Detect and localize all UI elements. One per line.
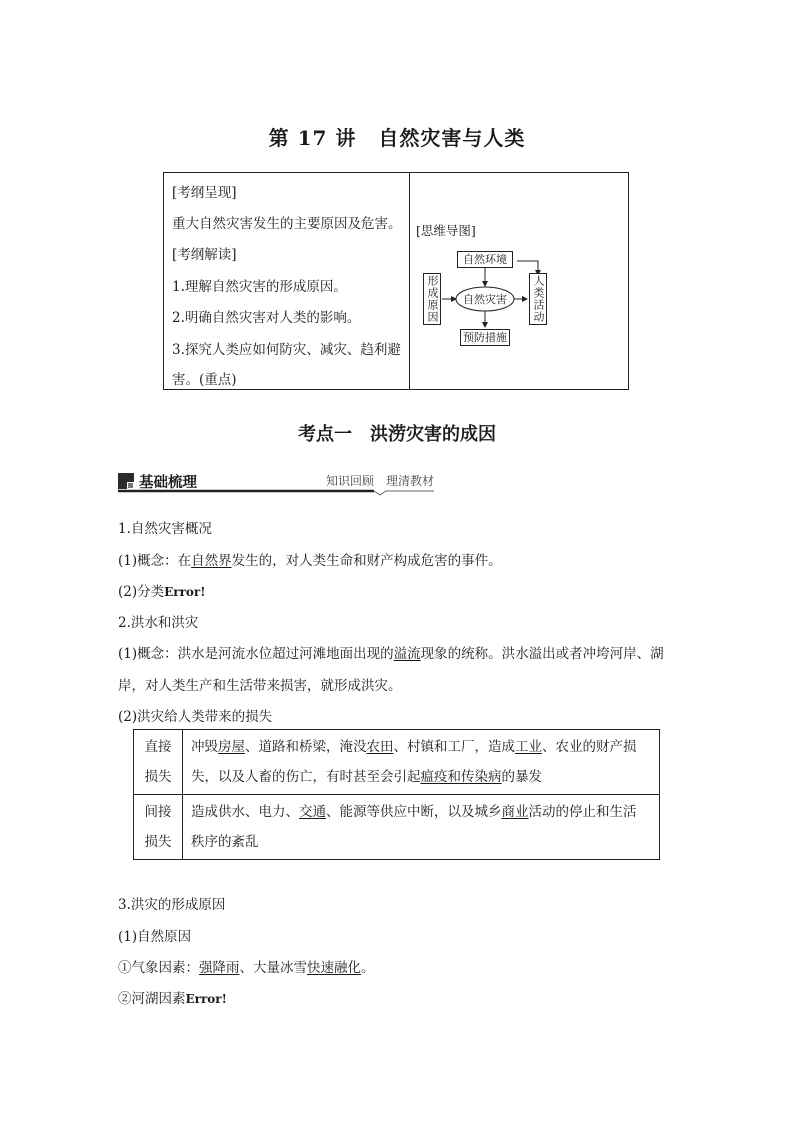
para-5a: (1)概念：洪水是河流水位超过河滩地面出现的溢流现象的统称。洪水溢出或者冲垮河岸、湖 [118,646,664,662]
direct-loss-label: 直接 损失 [134,730,183,795]
mindmap-arrows [414,243,624,353]
section-bar-icon [118,473,134,489]
indirect-loss-label: 间接 损失 [134,795,183,860]
para-1: 1.自然灾害概况 [118,521,212,537]
page-title [0,122,794,151]
para-8: (1)自然原因 [118,929,192,945]
para-10: ②河湖因素Error! [118,991,227,1007]
syllabus-presentation-heading: [考纲呈现] [172,185,237,201]
syllabus-presentation-text: 重大自然灾害发生的主要原因及危害。 [172,216,402,232]
para-9: ①气象因素：强降雨、大量冰雪快速融化。 [118,960,375,976]
loss-table [133,729,660,860]
section-bar [118,470,434,496]
lecture-topic: 自然灾害与人类 [378,126,526,150]
lecture-number: 第 17 讲 [268,126,357,150]
section-bar-underline [118,489,434,497]
syllabus-box [163,172,629,390]
syllabus-item-3-cont: 害。(重点) [172,372,237,388]
table-row [134,795,660,860]
syllabus-divider [409,173,410,389]
para-5b: 岸，对人类生产和生活带来损害，就形成洪灾。 [118,678,402,694]
mindmap-node-human: 人类活动 [529,273,547,325]
table-row [134,730,660,795]
syllabus-item-1: 1.理解自然灾害的形成原因。 [172,279,347,295]
syllabus-item-3: 3.探究人类应如何防灾、减灾、趋利避 [172,342,401,358]
mindmap-node-center: 自然灾害 [463,293,507,306]
mindmap-node-prevent: 预防措施 [460,329,510,346]
mindmap-node-cause: 形成原因 [423,273,441,325]
mindmap-node-env: 自然环境 [457,251,513,268]
para-7: 3.洪灾的形成原因 [118,897,226,913]
syllabus-interpretation-heading: [考纲解读] [172,247,237,263]
indirect-loss-text: 造成供水、电力、交通、能源等供应中断，以及城乡商业活动的停止和生活 秩序的紊乱 [183,795,660,860]
section-bar-label: 基础梳理 [139,475,197,491]
para-6: (2)洪灾给人类带来的损失 [118,709,273,725]
direct-loss-text: 冲毁房屋、道路和桥梁，淹没农田、村镇和工厂，造成工业、农业的财产损 失，以及人畜的伤亡，有时甚至会引起瘟疫和传染病的暴发 [183,730,660,795]
mindmap-heading: [思维导图] [416,223,476,238]
para-4: 2.洪水和洪灾 [118,615,199,631]
para-2: (1)概念：在自然界发生的，对人类生命和财产构成危害的事件。 [118,553,502,569]
syllabus-item-2: 2.明确自然灾害对人类的影响。 [172,310,361,326]
section-bar-tag: 知识回顾 理清教材 [326,474,435,488]
section-title: 考点一 洪涝灾害的成因 [298,424,496,445]
para-3: (2)分类Error! [118,584,206,600]
